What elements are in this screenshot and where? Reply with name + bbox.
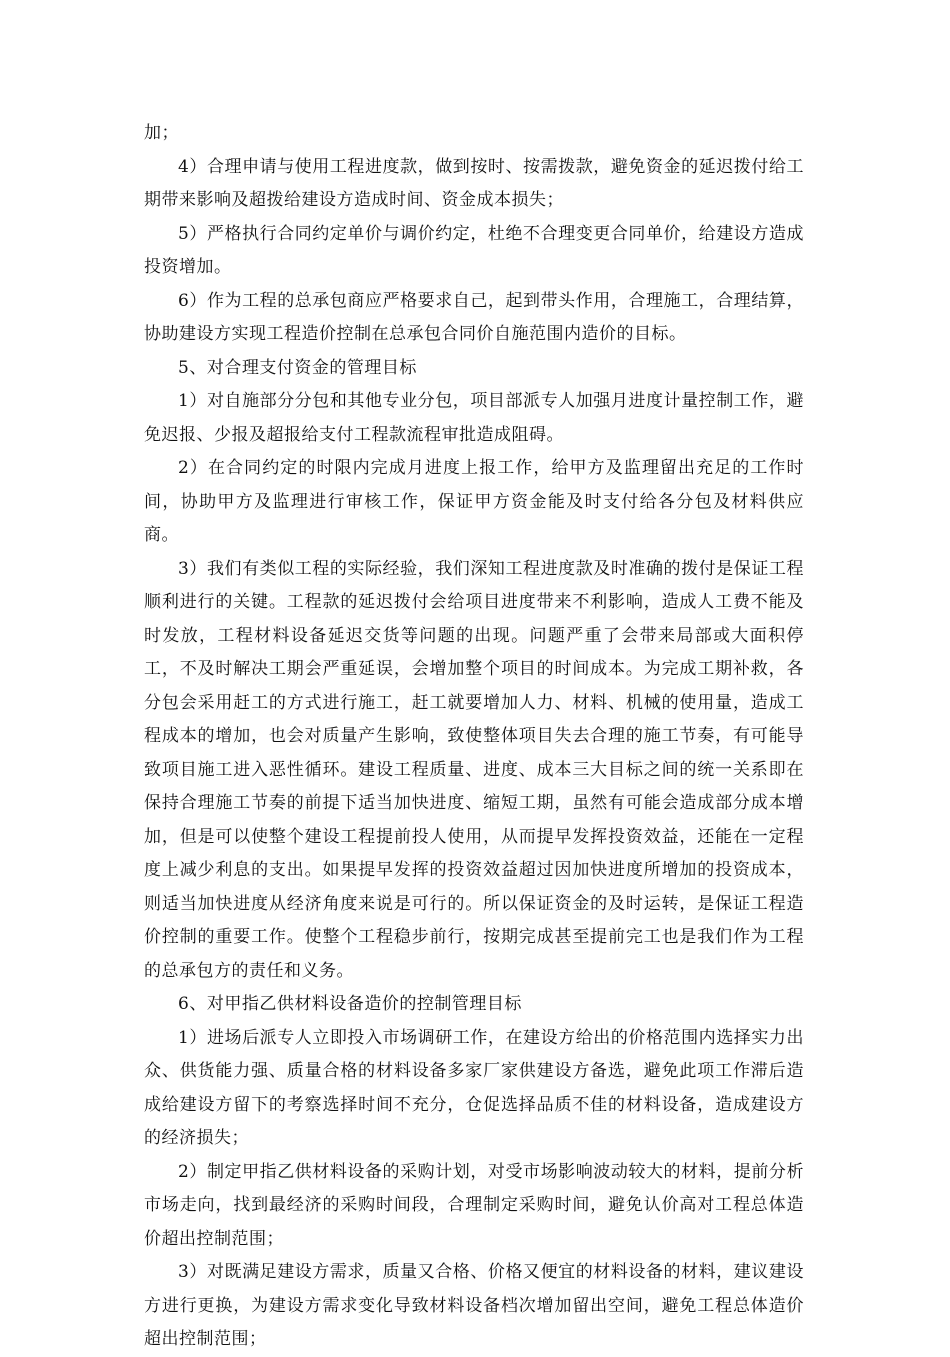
paragraph-item-6: 6）作为工程的总承包商应严格要求自己，起到带头作用，合理施工，合理结算，协助建设方实现工程造价控制在总承包合同价自施范围内造价的目标。 [144, 290, 804, 344]
paragraph-s5-item-2: 2）在合同约定的时限内完成月进度上报工作，给甲方及监理留出充足的工作时间，协助甲方及监理进行审核工作，保证甲方资金能及时支付给各分包及材料供应商。 [144, 458, 804, 545]
paragraph-s5-item-1: 1）对自施部分分包和其他专业分包，项目部派专人加强月进度计量控制工作，避免迟报、少报及超报给支付工程款流程审批造成阻碍。 [144, 391, 804, 445]
paragraph-s5-item-3: 3）我们有类似工程的实际经验，我们深知工程进度款及时准确的拨付是保证工程顺利进行的关键。工程款的延迟拨付会给项目进度带来不利影响，造成人工费不能及时发放，工程材料设备延迟交货等问题的出现。问题严重了会带来局部或大面积停工，不及时解决工期会严重延误，会增加整个项目的时间成本。为完成工期补救，各分包会采用赶工的方式进行施工，赶工就要增加人力、材料、机械的使用量，造成工程成本的增加，也会对质量产生影响，致使整体项目失去合理的施工节奏，有可能导致项目施工进入恶性循环。建设工程质量、进度、成本三大目标之间的统一关系即在保持合理施工节奏的前提下适当加快进度、缩短工期，虽然有可能会造成部分成本增加，但是可以使整个建设工程提前投人使用，从而提早发挥投资效益，还能在一定程度上减少利息的支出。如果提早发挥的投资效益超过因加快进度所增加的投资成本，则适当加快进度从经济角度来说是可行的。所以保证资金的及时运转，是保证工程造价控制的重要工作。使整个工程稳步前行，按期完成甚至提前完工也是我们作为工程的总承包方的责任和义务。 [144, 558, 804, 981]
paragraph-item-5: 5）严格执行合同约定单价与调价约定，杜绝不合理变更合同单价，给建设方造成投资增加。 [144, 223, 804, 277]
paragraph-s6-item-1: 1）进场后派专人立即投入市场调研工作，在建设方给出的价格范围内选择实力出众、供货能力强、质量合格的材料设备多家厂家供建设方备选，避免此项工作滞后造成给建设方留下的考察选择时间不充分，仓促选择品质不佳的材料设备，造成建设方的经济损失； [144, 1027, 804, 1148]
section-heading-6: 6、对甲指乙供材料设备造价的控制管理目标 [178, 994, 522, 1014]
paragraph-s6-item-3: 3）对既满足建设方需求，质量又合格、价格又便宜的材料设备的材料，建议建设方进行更换，为建设方需求变化导致材料设备档次增加留出空间，避免工程总体造价超出控制范围； [144, 1262, 804, 1349]
section-heading-5: 5、对合理支付资金的管理目标 [178, 357, 417, 378]
paragraph-s6-item-2: 2）制定甲指乙供材料设备的采购计划，对受市场影响波动较大的材料，提前分析市场走向，找到最经济的采购时间段，合理制定采购时间，避免认价高对工程总体造价超出控制范围； [144, 1161, 804, 1249]
paragraph-item-4: 4）合理申请与使用工程进度款，做到按时、按需拨款，避免资金的延迟拨付给工期带来影响及超拨给建设方造成时间、资金成本损失； [144, 156, 804, 210]
paragraph-continuation: 加； [144, 123, 179, 143]
document-page [144, 117, 804, 1357]
